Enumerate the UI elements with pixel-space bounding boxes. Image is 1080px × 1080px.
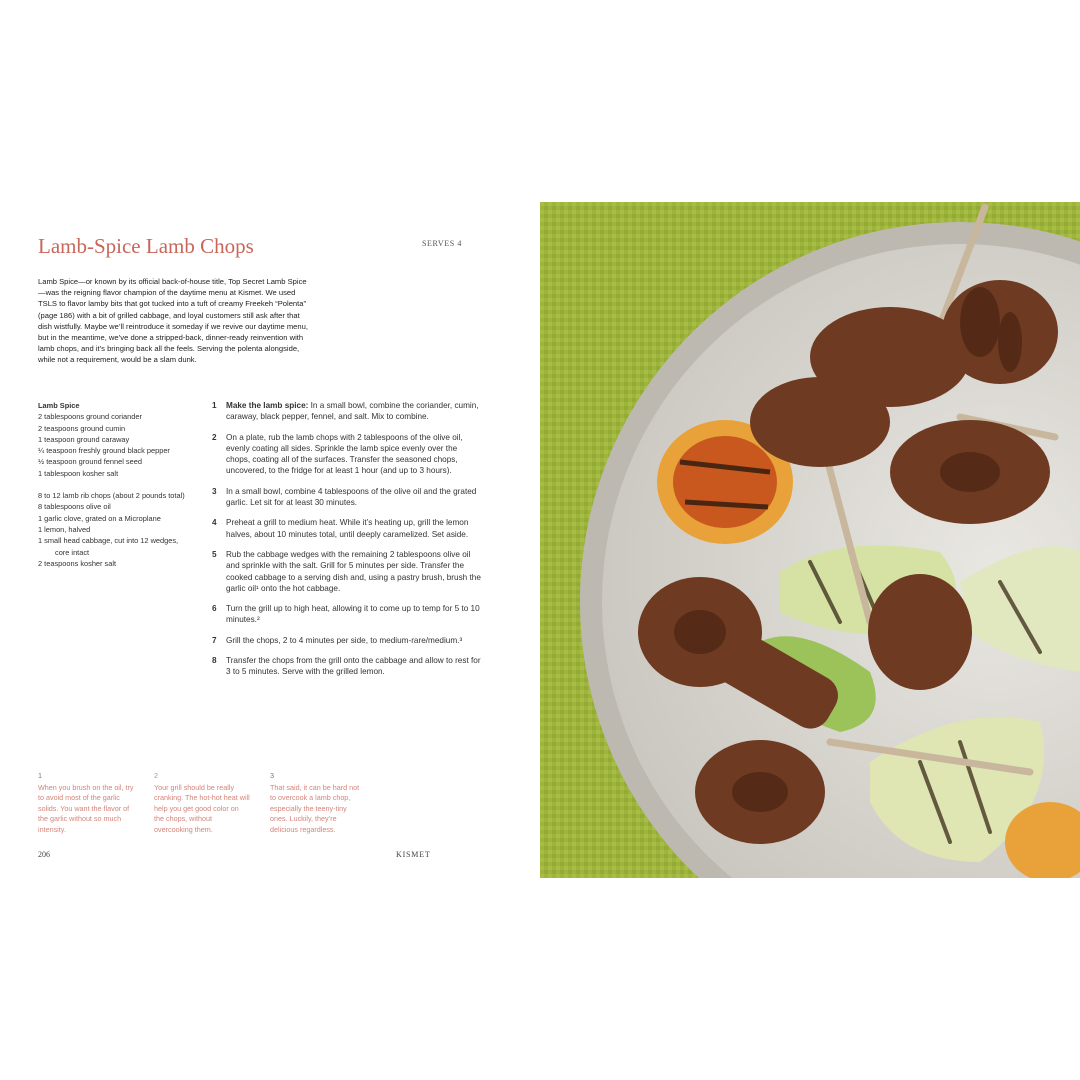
step-number: 5 bbox=[212, 549, 217, 559]
recipe-intro bbox=[38, 276, 310, 366]
step-number: 1 bbox=[212, 401, 217, 410]
ingredient-line: 1 small head cabbage, cut into 12 wedges, bbox=[38, 536, 179, 546]
footnotes bbox=[38, 771, 378, 835]
step-text: Turn the grill up to high heat, allowing it to come up to temp for 5 to 10 minutes.² bbox=[226, 604, 480, 625]
recipe-intro-text: Lamb Spice—or known by its official back-of-house title, Top Secret Lamb Spice—was the reigning flavor champion of the daytime menu at Kismet. We used TSLS to flavor lamby bits that got tucked into a tuft of creamy Freekeh “Polenta” (page 186) with a bit of grilled cabbage, and loyal customers still ask after that dish wistfully. Maybe we’ll reintroduce it someday if we revive our daytime menu, but in the meantime, we’ve done a stripped-back, dinner-ready reinvention with lamb chops, and it’s bringing back all the feels. Serving the polenta alongside, while not a requirement, would be a slam dunk. bbox=[38, 277, 308, 365]
ingredient-line: ¼ teaspoon freshly ground black pepper bbox=[38, 446, 170, 456]
lamb-chops-photo bbox=[540, 202, 1080, 878]
step-item bbox=[212, 400, 482, 423]
step-item bbox=[212, 603, 482, 626]
spice-ingredients bbox=[38, 400, 208, 479]
step-item bbox=[212, 517, 482, 540]
step-lead: Make the lamb spice: bbox=[226, 401, 309, 410]
ingredient-line: 8 tablespoons olive oil bbox=[38, 502, 111, 512]
footnote bbox=[38, 771, 134, 835]
running-head: KISMET bbox=[396, 850, 431, 859]
ingredients-heading: Lamb Spice bbox=[38, 401, 80, 410]
step-text: In a small bowl, combine 4 tablespoons of the olive oil and the grated garlic. Let sit for at least 30 minutes. bbox=[226, 486, 477, 508]
step-text: Transfer the chops from the grill onto the cabbage and allow to rest for 3 to 5 minutes. Serve with the grilled lemon. bbox=[226, 656, 481, 677]
step-number: 6 bbox=[212, 604, 217, 614]
footnote-number: 3 bbox=[270, 771, 274, 780]
step-text: On a plate, rub the lamb chops with 2 tablespoons of the olive oil, evenly coating all sides. Sprinkle the lamb spice evenly over the chops, coating all of the surfaces. Transfer the seasoned chops, uncovered, to the fridge for at least 1 hour (and up to 3 hours). bbox=[226, 432, 463, 476]
ingredient-line: core intact bbox=[55, 547, 90, 557]
ingredient-line: 2 teaspoons ground cumin bbox=[38, 423, 126, 433]
ingredient-line: 2 teaspoons kosher salt bbox=[38, 558, 117, 568]
step-number: 2 bbox=[212, 432, 217, 442]
step-text: Grill the chops, 2 to 4 minutes per side, to medium-rare/medium.³ bbox=[226, 635, 463, 645]
step-number: 8 bbox=[212, 656, 217, 666]
ingredient-line: 1 teaspoon ground caraway bbox=[38, 434, 130, 444]
ingredient-line: 2 tablespoons ground coriander bbox=[38, 412, 142, 422]
step-number: 7 bbox=[212, 635, 217, 645]
step-text: Rub the cabbage wedges with the remaining 2 tablespoons olive oil and sprinkle with the salt. Grill for 5 minutes per side. Transfer the cooked cabbage to a serving dish and, using a pastry brush, brush the garlic oil¹ onto the hot cabbage. bbox=[226, 549, 481, 593]
footnote-text: That said, it can be hard not to overcook a lamb chop, especially the teeny-tiny ones. Luckily, they’re delicious regardless. bbox=[270, 782, 360, 834]
ingredients-list bbox=[38, 400, 208, 580]
page-number: 206 bbox=[38, 850, 50, 859]
footnote bbox=[154, 771, 250, 835]
ingredient-line: 1 garlic clove, grated on a Microplane bbox=[38, 513, 161, 523]
step-item bbox=[212, 486, 482, 509]
ingredient-line: 8 to 12 lamb rib chops (about 2 pounds total) bbox=[38, 491, 185, 501]
ingredient-line: 1 lemon, halved bbox=[38, 524, 91, 534]
step-text: Preheat a grill to medium heat. While it’s heating up, grill the lemon halves, about 10 minutes total, until deeply caramelized. Set aside. bbox=[226, 518, 469, 539]
footnote-number: 1 bbox=[38, 771, 42, 780]
step-number: 3 bbox=[212, 486, 217, 496]
step-item bbox=[212, 635, 482, 646]
step-text: In a small bowl, combine the coriander, cumin, caraway, black pepper, fennel, and salt. Mix to combine. bbox=[226, 401, 479, 422]
method-steps bbox=[212, 400, 482, 687]
photo-illustration bbox=[540, 202, 1080, 878]
footnote-number: 2 bbox=[154, 771, 158, 780]
lemon-flesh bbox=[673, 436, 777, 528]
serves-label: SERVES 4 bbox=[422, 239, 462, 248]
step-item bbox=[212, 432, 482, 477]
footnote bbox=[270, 771, 366, 835]
footnote-text: Your grill should be really cranking. The hot-hot heat will help you get good color on the chops, without overcooking them. bbox=[154, 782, 250, 834]
footnote-text: When you brush on the oil, try to avoid most of the garlic solids. You want the flavor of the garlic without so much intensity. bbox=[38, 782, 134, 834]
main-ingredients bbox=[38, 490, 208, 569]
ingredient-line: ½ teaspoon ground fennel seed bbox=[38, 457, 142, 467]
step-item bbox=[212, 655, 482, 678]
step-number: 4 bbox=[212, 518, 217, 528]
step-item bbox=[212, 549, 482, 594]
recipe-title: Lamb-Spice Lamb Chops bbox=[38, 234, 254, 258]
ingredient-line: 1 tablespoon kosher salt bbox=[38, 468, 119, 478]
